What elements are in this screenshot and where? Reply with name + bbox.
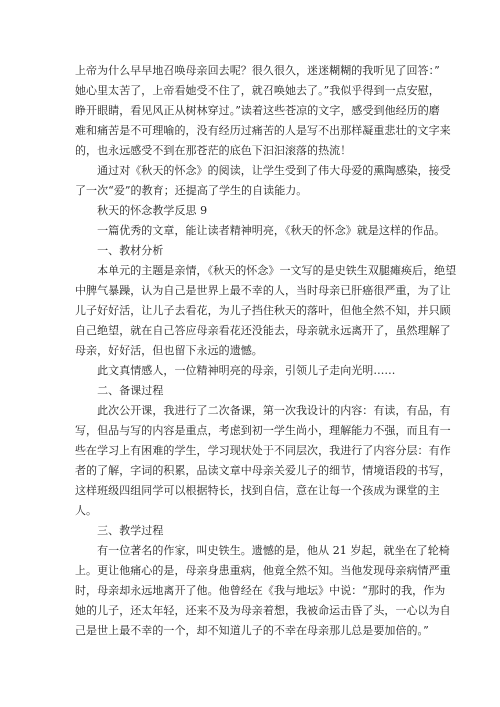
paragraph-line: 的，也永远感受不到在那苍茫的底色下汩汩滚落的热流！ [75, 144, 352, 157]
section-heading: 三、教学过程 [75, 524, 164, 537]
paragraph-line: 自己绝望，就在自己答应母亲看花还没能去，母亲就永远离开了，虽然理解了 [75, 324, 451, 337]
paragraph-line: 她的儿子，还太年轻，还来不及为母亲着想，我被命运击昏了头，一心以为自 [75, 604, 451, 617]
paragraph-line: 一篇优秀的文章，能让读者精神明亮，《秋天的怀念》就是这样的作品。 [75, 224, 446, 237]
paragraph-line: 此次公开课，我进行了二次备课，第一次我设计的内容：有读，有品，有 [75, 404, 451, 417]
paragraph-line: 己是世上最不幸的一个，却不知道儿子的不幸在母亲那儿总是要加倍的。” [75, 624, 429, 637]
paragraph-line: 她心里太苦了，上帝看她受不住了，就召唤她去了。”我似乎得到一点安慰， [75, 84, 440, 97]
paragraph-line: 母亲，好好活，但也留下永远的遗憾。 [75, 344, 263, 357]
paragraph-line: 儿子好好活，让儿子去看花，为儿子挡住秋天的落叶，但他全然不知，并只顾 [75, 304, 451, 317]
paragraph-line: 难和痛苦是不可理喻的，没有经历过痛苦的人是写不出那样凝重悲壮的文字来 [75, 124, 451, 137]
paragraph-line: 这样班级四组同学可以根据特长，找到自信，意在让每一个孩成为课堂的主 [75, 484, 440, 497]
paragraph-line: 些在学习上有困难的学生，学习现状处于不同层次，我进行了内容分层：有作 [75, 444, 451, 457]
paragraph-line: 上帝为什么早早地召唤母亲回去呢？很久很久，迷迷糊糊的我听见了回答：” [75, 64, 440, 77]
section-title: 秋天的怀念教学反思 9 [75, 204, 208, 217]
paragraph-line: 有一位著名的作家，叫史铁生。遗憾的是，他从 21 岁起，就坐在了轮椅 [75, 544, 450, 557]
paragraph-line: 通过对《秋天的怀念》的阅读，让学生受到了伟大母爱的熏陶感染，接受 [75, 164, 451, 177]
paragraph-line: 此文真情感人，一位精神明亮的母亲，引领儿子走向光明…… [75, 364, 396, 377]
paragraph-line: 写，但品与写的内容是重点，考虑到初一学生尚小，理解能力不强，而且有一 [75, 424, 451, 437]
paragraph-line: 中脾气暴躁，认为自己是世界上最不幸的人，当时母亲已肝癌很严重，为了让 [75, 284, 451, 297]
paragraph-line: 本单元的主题是亲情，《秋天的怀念》一文写的是史铁生双腿瘫痪后，绝望 [75, 264, 457, 277]
section-heading: 二、备课过程 [75, 384, 164, 397]
section-heading: 一、教材分析 [75, 244, 164, 257]
paragraph-line: 者的了解，字词的积累，品读文章中母亲关爱儿子的细节，情境语段的书写， [75, 464, 451, 477]
paragraph-line: 时，母亲却永远地离开了他。他曾经在《我与地坛》中说：“那时的我，作为 [75, 584, 446, 597]
paragraph-line: 了一次“爱”的教育；还提高了学生的自读能力。 [75, 184, 308, 197]
document-page [75, 61, 457, 641]
paragraph-line: 人。 [75, 504, 98, 517]
paragraph-line: 睁开眼睛，看见风正从树林穿过。”读着这些苍凉的文字，感受到他经历的磨 [75, 104, 440, 117]
paragraph-line: 上。更让他痛心的是，母亲身患重病，他竟全然不知。当他发现母亲病情严重 [75, 564, 451, 577]
